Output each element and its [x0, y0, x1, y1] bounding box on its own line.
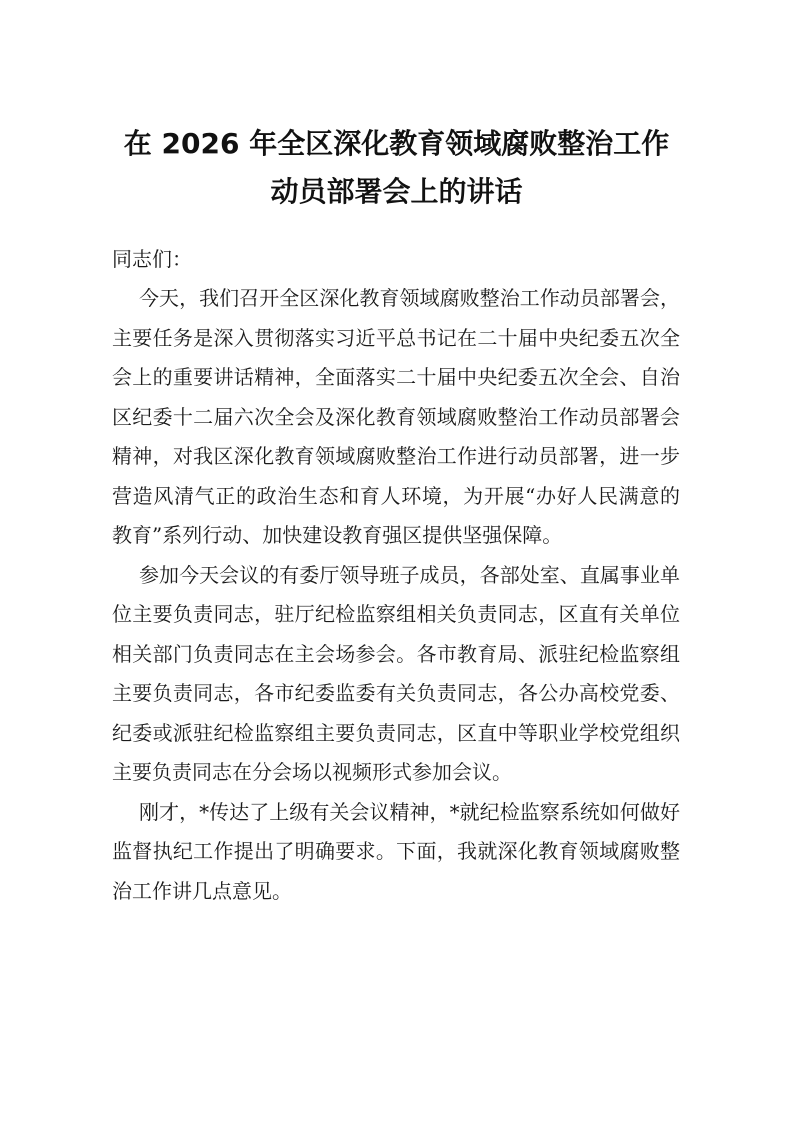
- document-body: [112, 279, 680, 911]
- paragraph-transition: 刚才，*传达了上级有关会议精神，*就纪检监察系统如何做好监督执纪工作提出了明确要求。下面，我就深化教育领域腐败整治工作讲几点意见。: [112, 799, 680, 903]
- document-title-line-2: 动员部署会上的讲话: [270, 175, 523, 208]
- paragraph-attendees: 参加今天会议的有委厅领导班子成员，各部处室、直属事业单位主要负责同志，驻厅纪检监察组相关负责同志，区直有关单位相关部门负责同志在主会场参会。各市教育局、派驻纪检监察组主要负责同志，各市纪委监委有关负责同志，各公办高校党委、纪委或派驻纪检监察组主要负责同志，区直中等职业学校党组织主要负责同志在分会场以视频形式参加会议。: [112, 562, 680, 784]
- paragraph-opening: 今天，我们召开全区深化教育领域腐败整治工作动员部署会，主要任务是深入贯彻落实习近平总书记在二十届中央纪委五次全会上的重要讲话精神，全面落实二十届中央纪委五次全会、自治区纪委十二届六次全会及深化教育领域腐败整治工作动员部署会精神，对我区深化教育领域腐败整治工作进行动员部署，进一步营造风清气正的政治生态和育人环境，为开展“办好人民满意的教育”系列行动、加快建设教育强区提供坚强保障。: [112, 286, 680, 547]
- document-title-line-1: 在 2026 年全区深化教育领域腐败整治工作: [123, 127, 670, 160]
- salutation: 同志们：: [112, 247, 192, 271]
